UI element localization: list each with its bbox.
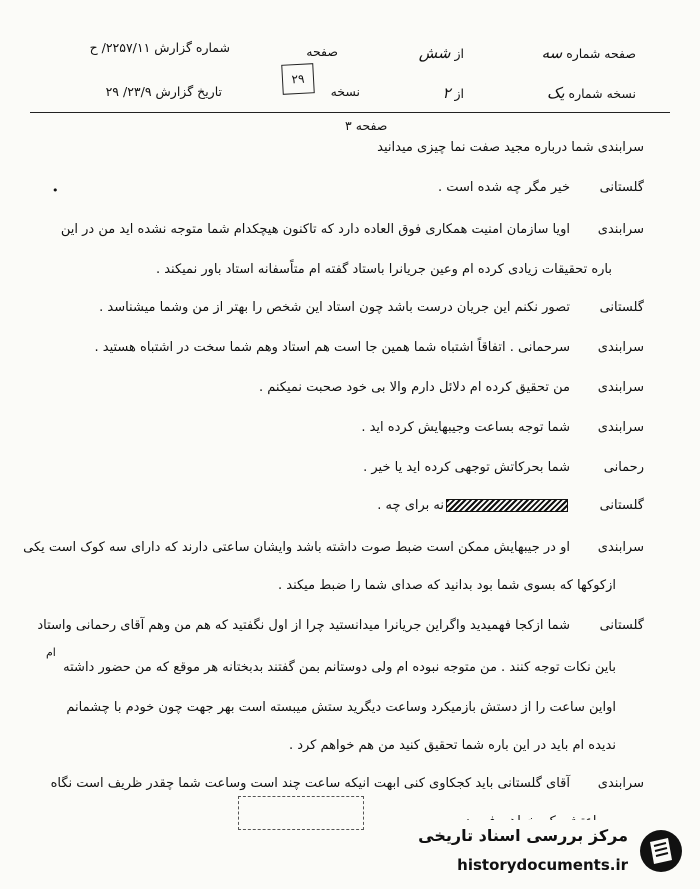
archive-watermark	[420, 820, 690, 886]
report-date: تاریخ گزارش ۲۳/۹/ ۲۹	[105, 84, 222, 99]
archive-logo-icon	[638, 828, 684, 874]
line-13: گلستانیشما ازکجا فهمیدید واگراین جریانرا میدانستید چرا از اول نگفتید که هم من وهم آقای رحمانی واستاد	[37, 618, 644, 633]
line-5: گلستانیتصور نکنم این جریان درست باشد چون استاد این شخص را بهتر از من وشما میشناسد .	[99, 300, 644, 315]
line-15: اواین ساعت را از دستش بازمیکرد وساعت دیگرید ستش میبسته است بهر جهت چون خودم با چشمانم	[66, 700, 616, 715]
line-3: سرابندیاویا سازمان امنیت همکاری فوق العاده دارد که تاکنون هیچکدام شما متوجه نشده اید من در این	[60, 222, 644, 237]
line-6: سرابندیسرحمانی . اتفاقاً اشتباه شما همین جا است هم استاد وهم شما سخت در اشتباه هستید .	[94, 340, 644, 355]
copy-of-value: ۲	[442, 84, 451, 102]
line-12: ازکوکها که بسوی شما بود بدانید که صدای شما را ضبط میکند .	[277, 578, 616, 593]
archive-name: مرکز بررسی اسناد تاریخی	[418, 826, 628, 845]
copy-number-value: یک	[546, 84, 565, 102]
page-number-label: صفحه شماره سه	[541, 44, 636, 62]
line-7: سرابندیمن تحقیق کرده ام دلائل دارم والا بی خود صحبت نمیکنم .	[258, 380, 644, 395]
report-number: شماره گزارش ۲۲۵۷/۱۱/ ح	[89, 40, 230, 55]
copy-of-field: از ۲	[442, 84, 464, 102]
line-2: گلستانیخیر مگر چه شده است .	[437, 180, 644, 195]
page-field-label: صفحه	[306, 44, 338, 59]
copy-number-label: نسخه شماره یک	[546, 84, 636, 102]
archive-url: historydocuments.ir	[457, 856, 628, 874]
line-8: سرابندیشما توجه بساعت وجیبهایش کرده اید .	[361, 420, 644, 435]
inline-handwritten-note: ام	[46, 646, 56, 659]
line-9: رحمانیشما بحرکاتش توجهی کرده اید یا خیر .	[363, 460, 644, 475]
of-pages-value: شش	[418, 44, 451, 62]
line-17: سرابندیآقای گلستانی باید کجکاوی کنی ابهت انیکه ساعت چند است وساعت شما چقدر ظریف است نگاه	[50, 776, 644, 791]
line-1: سرابندی شما درباره مجید صفت نما چیزی میدانید	[377, 140, 644, 155]
header-divider	[30, 112, 670, 113]
line-16: ندیده ام باید در این باره شما تحقیق کنید من هم خواهم کرد .	[288, 738, 616, 753]
line-14: باین نکات توجه کنند . من متوجه نبوده ام ولی دوستانم بمن گفتند بدبختانه هر موقع که من حضور داشته	[63, 660, 616, 675]
page-label: صفحه ۳	[345, 118, 388, 133]
handwritten-stamp: ۲۹	[281, 63, 315, 95]
signature-mark	[238, 796, 364, 830]
of-pages-field: از شش	[418, 44, 464, 62]
line-11: سرابندیاو در جیبهایش ممکن است ضبط صوت داشته باشد وایشان ساعتی دارند که دارای سه کوک است یکی	[23, 540, 644, 555]
struck-out-text	[446, 499, 568, 512]
line-4: باره تحقیقات زیادی کرده ام وعین جریانرا باستاد گفته ام متاًسفانه استاد باور نمیکند .	[155, 262, 612, 277]
line-10: گلستانینه برای چه .	[377, 498, 644, 513]
page-number-value: سه	[541, 44, 563, 62]
margin-dot: •	[52, 184, 59, 197]
copy-field-label: نسخه	[330, 84, 360, 99]
